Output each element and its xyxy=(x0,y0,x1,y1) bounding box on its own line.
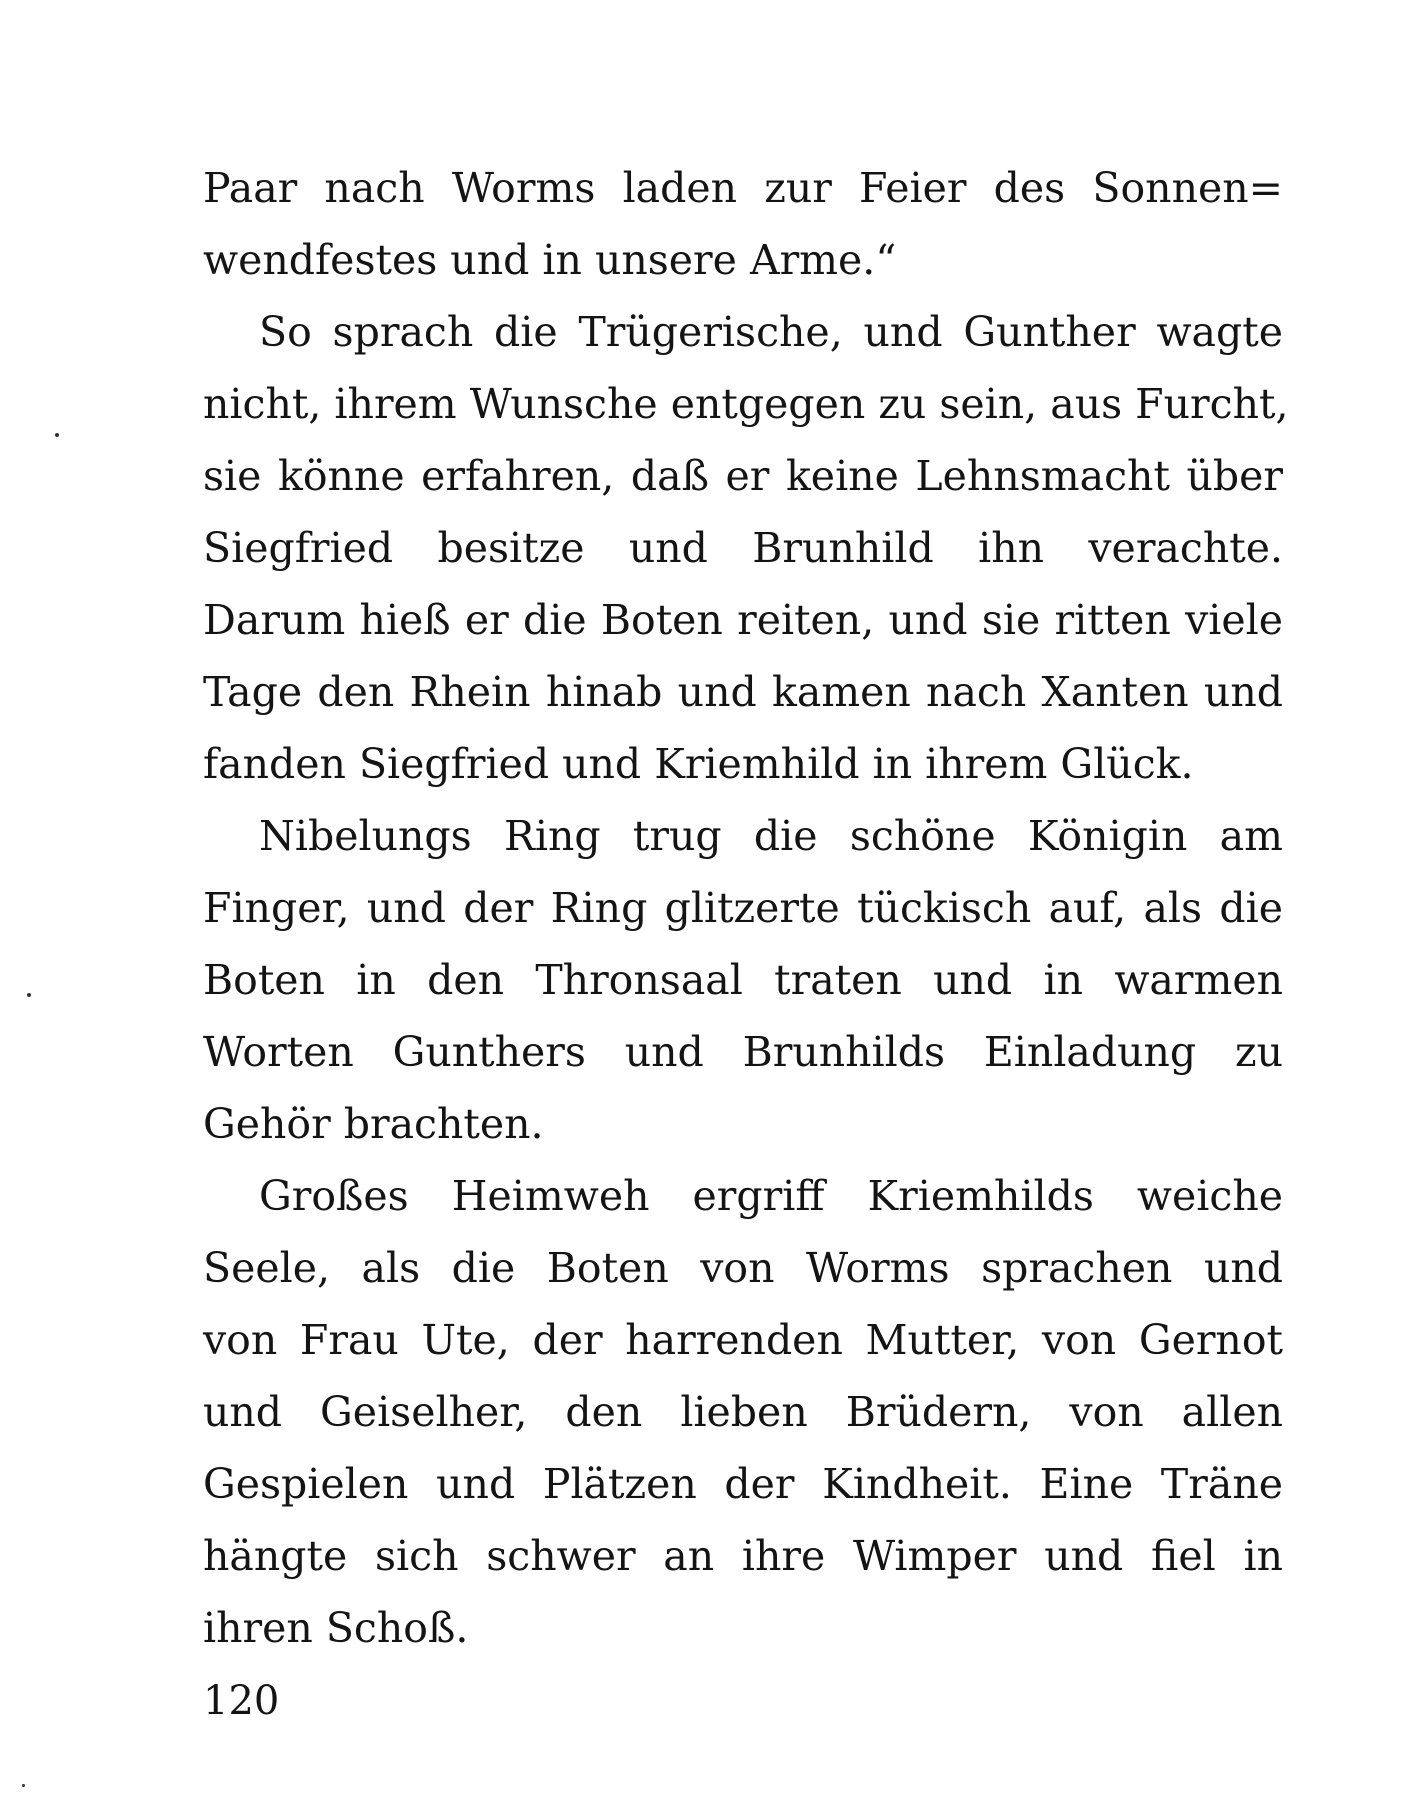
text-line: Worten Gunthers und Brunhilds Einladung zu xyxy=(203,1028,1283,1076)
text-line: Tage den Rhein hinab und kamen nach Xanten und xyxy=(203,668,1283,716)
scan-speck xyxy=(22,1784,25,1787)
body-text xyxy=(203,152,1289,1664)
text-line: So sprach die Trügerische, und Gunther wagte xyxy=(259,308,1283,356)
text-line: Boten in den Thronsaal traten und in warmen xyxy=(203,956,1283,1004)
text-line: Paar nach Worms laden zur Feier des Sonnen= xyxy=(203,164,1283,212)
scan-speck xyxy=(55,433,59,437)
text-line: nicht, ihrem Wunsche entgegen zu sein, aus Furcht, xyxy=(203,380,1289,428)
paragraph xyxy=(203,1160,1283,1664)
text-line: Gehör brachten. xyxy=(203,1100,544,1148)
paragraph xyxy=(203,800,1283,1160)
text-line: und Geiselher, den lieben Brüdern, von allen xyxy=(203,1388,1283,1436)
text-line: Nibelungs Ring trug die schöne Königin am xyxy=(259,812,1283,860)
page-number: 120 xyxy=(203,1678,280,1724)
scan-speck xyxy=(27,993,31,997)
text-line: sie könne erfahren, daß er keine Lehnsmacht über xyxy=(203,452,1283,500)
text-line: Finger, und der Ring glitzerte tückisch auf, als die xyxy=(203,884,1283,932)
text-line: hängte sich schwer an ihre Wimper und fiel in xyxy=(203,1532,1283,1580)
text-line: Siegfried besitze und Brunhild ihn verachte. xyxy=(203,524,1283,572)
text-line: Darum hieß er die Boten reiten, und sie ritten viele xyxy=(203,596,1283,644)
text-line: Seele, als die Boten von Worms sprachen und xyxy=(203,1244,1283,1292)
text-line: Großes Heimweh ergriff Kriemhilds weiche xyxy=(259,1172,1283,1220)
paragraph xyxy=(203,152,1283,296)
text-line: ihren Schoß. xyxy=(203,1604,469,1652)
paragraph xyxy=(203,296,1289,800)
text-line: fanden Siegfried und Kriemhild in ihrem Glück. xyxy=(203,740,1194,788)
text-line: Gespielen und Plätzen der Kindheit. Eine Träne xyxy=(203,1460,1283,1508)
text-line: von Frau Ute, der harrenden Mutter, von Gernot xyxy=(203,1316,1283,1364)
text-line: wendfestes und in unsere Arme.“ xyxy=(203,236,897,284)
